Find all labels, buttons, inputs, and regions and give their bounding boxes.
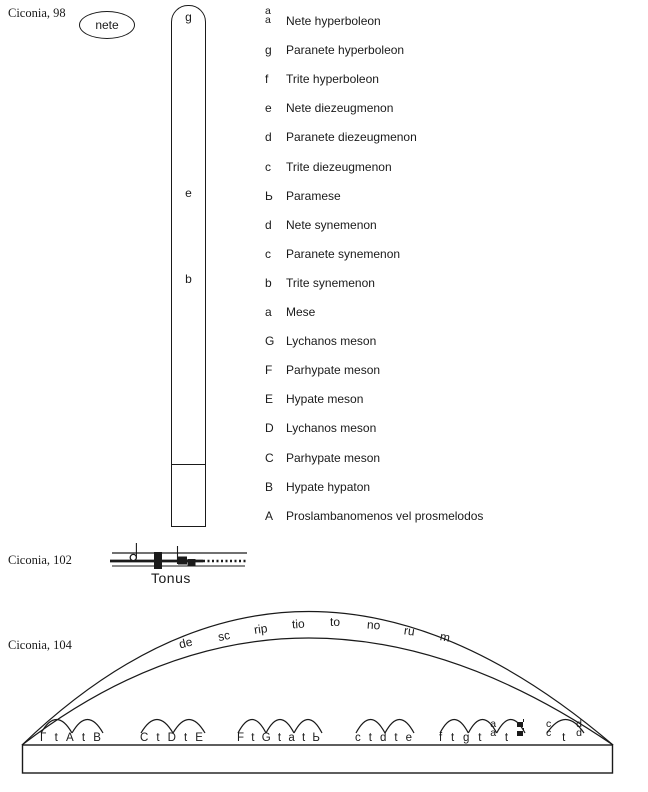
note-row bbox=[265, 5, 381, 33]
arc-syllable: m bbox=[438, 629, 452, 645]
note-letter: c bbox=[265, 159, 271, 174]
scale-letter: E bbox=[195, 732, 203, 744]
scale-letter: a bbox=[288, 732, 295, 744]
scale-letter: C bbox=[140, 732, 149, 744]
note-row bbox=[265, 277, 375, 290]
note-row bbox=[265, 422, 376, 435]
scale-letter: d bbox=[379, 732, 387, 744]
scale-letter: t bbox=[301, 732, 306, 744]
scale-letter: Γ bbox=[40, 732, 47, 744]
note-row bbox=[265, 219, 377, 232]
square-note-1b bbox=[154, 561, 162, 569]
note-name: Mese bbox=[286, 305, 316, 319]
note-row bbox=[265, 73, 379, 86]
open-note-head bbox=[130, 554, 136, 560]
note-letter: D bbox=[265, 421, 274, 436]
scale-letter: e bbox=[405, 732, 412, 744]
note-name: Nete diezeugmenon bbox=[286, 101, 394, 116]
scale-group bbox=[237, 731, 320, 744]
note-row bbox=[265, 44, 404, 57]
scale-letter: c c bbox=[546, 718, 552, 739]
arc-syllable: de bbox=[177, 634, 194, 652]
column-letter: b bbox=[185, 272, 192, 286]
scale-letter: f bbox=[439, 732, 443, 744]
note-name: Parhypate meson bbox=[286, 450, 381, 465]
square-note-2b bbox=[188, 559, 196, 566]
arc-syllable: no bbox=[366, 617, 381, 633]
square-note-2a bbox=[178, 557, 187, 565]
citation-98: Ciconia, 98 bbox=[8, 6, 66, 20]
scale-letter: c bbox=[355, 732, 361, 744]
note-letter: b bbox=[265, 275, 272, 290]
scale-letter: d d bbox=[576, 718, 582, 739]
note-row bbox=[265, 481, 370, 494]
note-name: Trite synemenon bbox=[286, 275, 375, 290]
scale-letter: G bbox=[261, 732, 271, 744]
note-row bbox=[265, 161, 392, 174]
note-name: Nete hyperboleon bbox=[286, 14, 381, 28]
note-name: Trite diezeugmenon bbox=[286, 159, 392, 174]
note-letter: G bbox=[265, 334, 275, 349]
note-letter: d bbox=[265, 130, 272, 145]
scale-letter: t bbox=[251, 732, 255, 744]
arc-syllable: rip bbox=[253, 621, 269, 637]
scale-letter: D bbox=[167, 732, 176, 744]
scale-letter: g bbox=[463, 732, 470, 744]
scale-letter: t bbox=[81, 732, 86, 744]
note-letter: f bbox=[265, 72, 269, 87]
note-row bbox=[265, 335, 376, 348]
scale-letter: t bbox=[277, 732, 282, 744]
scale-group bbox=[355, 731, 412, 744]
scale-letter: t bbox=[504, 732, 509, 744]
note-row bbox=[265, 364, 380, 377]
arc-syllable: ru bbox=[403, 623, 416, 639]
note-letter: c bbox=[265, 246, 271, 261]
note-letter: a bbox=[265, 305, 272, 319]
arc-syllable: tio bbox=[291, 616, 306, 632]
note-letter: B bbox=[265, 479, 274, 494]
note-name: Paranete synemenon bbox=[286, 246, 401, 261]
nete-label: nete bbox=[95, 18, 119, 32]
scale-letter: t bbox=[184, 732, 188, 744]
descriptio-figure bbox=[0, 600, 648, 792]
citation-104: Ciconia, 104 bbox=[8, 638, 72, 652]
note-letter: a a bbox=[265, 5, 271, 26]
arc-syllable: to bbox=[330, 615, 341, 629]
note-name: Hypate hypaton bbox=[286, 479, 371, 494]
note-letter: A bbox=[265, 508, 274, 523]
note-row bbox=[265, 248, 400, 261]
square-note-1a bbox=[154, 552, 162, 560]
column-letter: e bbox=[185, 186, 192, 200]
note-letter: d bbox=[265, 217, 272, 232]
citation-102: Ciconia, 102 bbox=[8, 553, 72, 567]
scale-group bbox=[439, 718, 523, 744]
note-letter: g bbox=[265, 43, 272, 58]
scale-letter: t bbox=[478, 732, 482, 744]
note-name: Lychanos meson bbox=[286, 334, 377, 349]
note-name: Parhypate meson bbox=[286, 363, 381, 378]
scale-letter: t bbox=[394, 732, 398, 744]
scale-letter: t bbox=[562, 732, 566, 744]
note-row bbox=[265, 452, 380, 465]
scale-letter: Ь bbox=[312, 732, 320, 744]
scale-letter: t bbox=[368, 732, 372, 744]
note-letter: e bbox=[265, 101, 272, 116]
note-letter: Ь bbox=[265, 188, 273, 203]
note-name: Hypate meson bbox=[286, 392, 364, 407]
note-name: Paranete hyperboleon bbox=[286, 43, 405, 58]
scale-letter: a a bbox=[490, 718, 497, 739]
scale-group bbox=[40, 731, 101, 744]
note-row bbox=[265, 510, 483, 523]
note-row bbox=[265, 306, 315, 319]
note-letter: E bbox=[265, 392, 274, 407]
tonus-caption: Tonus bbox=[151, 570, 191, 586]
note-row bbox=[265, 102, 393, 115]
note-row bbox=[265, 131, 417, 144]
column-letter: g bbox=[185, 10, 192, 24]
note-letter: C bbox=[265, 450, 274, 465]
note-letter: F bbox=[265, 363, 273, 378]
scale-letter: t bbox=[54, 732, 58, 744]
scale-group bbox=[546, 718, 582, 744]
scale-letter: t bbox=[156, 732, 160, 744]
note-row bbox=[265, 190, 341, 203]
scale-letter bbox=[517, 720, 523, 738]
scale-letter: F bbox=[237, 732, 245, 744]
scale-letter: B bbox=[93, 732, 101, 744]
note-row bbox=[265, 393, 363, 406]
base-box bbox=[23, 745, 613, 773]
note-name: Paramese bbox=[286, 188, 341, 203]
scale-letter: t bbox=[451, 732, 455, 744]
inner-arc bbox=[22, 638, 613, 745]
scale-group bbox=[140, 731, 203, 744]
note-name: Proslambanomenos vel prosmelodos bbox=[286, 508, 484, 523]
note-name: Nete synemenon bbox=[286, 217, 377, 232]
note-name: Paranete diezeugmenon bbox=[286, 130, 417, 145]
note-name: Trite hyperboleon bbox=[286, 72, 379, 87]
arc-syllable: sc bbox=[216, 627, 232, 645]
note-name: Lychanos meson bbox=[286, 421, 377, 436]
scale-letter: A bbox=[65, 732, 74, 744]
